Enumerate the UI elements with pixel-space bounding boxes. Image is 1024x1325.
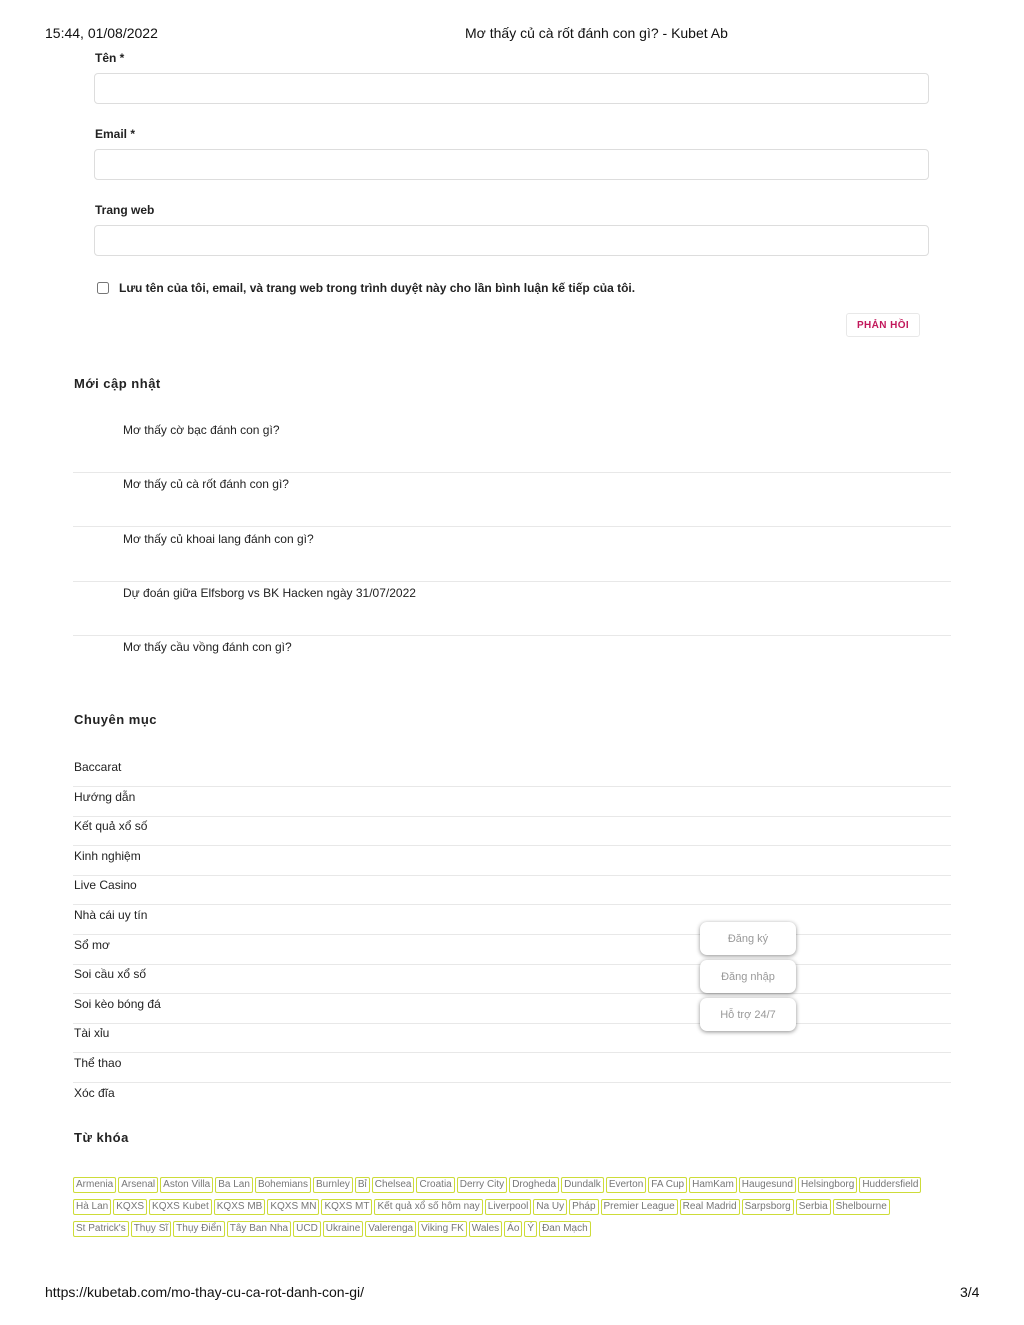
category-link[interactable]: Kinh nghiệm — [74, 848, 141, 863]
category-link[interactable]: Sổ mơ — [74, 937, 110, 952]
tag-link[interactable]: Kết quả xổ số hôm nay — [374, 1199, 482, 1215]
tag-link[interactable]: Croatia — [416, 1177, 454, 1193]
category-link[interactable]: Live Casino — [74, 878, 137, 893]
tag-link[interactable]: Burnley — [313, 1177, 353, 1193]
save-info-label: Lưu tên của tôi, email, và trang web trong trình duyệt này cho lần bình luận kế tiếp của tôi. — [119, 281, 636, 295]
category-link[interactable]: Soi kèo bóng đá — [74, 996, 161, 1011]
tag-link[interactable]: Ba Lan — [215, 1177, 253, 1193]
tag-link[interactable]: Đan Mạch — [539, 1221, 591, 1237]
category-link[interactable]: Baccarat — [74, 760, 122, 774]
tag-link[interactable]: UCD — [293, 1221, 321, 1237]
tag-link[interactable]: Viking FK — [418, 1221, 467, 1237]
tag-link[interactable]: Ý — [524, 1221, 537, 1237]
print-page-number: 3/4 — [960, 1284, 980, 1300]
tag-link[interactable]: Helsingborg — [798, 1177, 857, 1193]
category-item[interactable] — [73, 936, 951, 965]
tag-link[interactable]: Bohemians — [255, 1177, 311, 1193]
category-item[interactable] — [73, 876, 951, 905]
email-label: Email * — [95, 127, 136, 141]
recent-post-item[interactable] — [73, 528, 951, 582]
tag-link[interactable]: Premier League — [601, 1199, 678, 1215]
recent-post-item[interactable] — [73, 636, 951, 690]
tag-link[interactable]: FA Cup — [648, 1177, 687, 1193]
tag-link[interactable]: Aston Villa — [160, 1177, 213, 1193]
tag-link[interactable]: KQXS Kubet — [149, 1199, 212, 1215]
support-button[interactable]: Hỗ trợ 24/7 — [700, 998, 796, 1031]
tag-cloud — [73, 1174, 943, 1240]
tag-link[interactable]: KQXS MB — [214, 1199, 266, 1215]
tag-link[interactable]: Arsenal — [118, 1177, 158, 1193]
name-label: Tên * — [95, 51, 125, 65]
tag-link[interactable]: Drogheda — [509, 1177, 559, 1193]
category-item[interactable] — [73, 1024, 951, 1053]
recent-post-item[interactable] — [73, 419, 951, 473]
tag-link[interactable]: HamKam — [689, 1177, 737, 1193]
tag-link[interactable]: Thụy Sĩ — [131, 1221, 171, 1237]
tag-link[interactable]: Huddersfield — [859, 1177, 921, 1193]
tag-link[interactable]: Chelsea — [372, 1177, 415, 1193]
tag-link[interactable]: Valerenga — [365, 1221, 416, 1237]
category-item[interactable] — [73, 965, 951, 994]
category-link[interactable]: Tài xỉu — [74, 1026, 110, 1041]
category-item[interactable] — [73, 906, 951, 935]
tag-link[interactable]: Liverpool — [485, 1199, 532, 1215]
tag-link[interactable]: Bỉ — [355, 1177, 370, 1193]
recent-post-link[interactable]: Mơ thấy củ cà rốt đánh con gì? — [123, 477, 289, 492]
print-url: https://kubetab.com/mo-thay-cu-ca-rot-danh-con-gi/ — [45, 1284, 365, 1300]
save-info-consent — [97, 281, 635, 295]
tag-link[interactable]: Real Madrid — [680, 1199, 740, 1215]
tag-link[interactable]: Pháp — [569, 1199, 598, 1215]
tag-link[interactable]: Hà Lan — [73, 1199, 111, 1215]
tag-link[interactable]: Armenia — [73, 1177, 116, 1193]
recent-post-item[interactable] — [73, 582, 951, 636]
tag-link[interactable]: Everton — [606, 1177, 646, 1193]
recent-post-item[interactable] — [73, 473, 951, 527]
category-item[interactable] — [73, 1084, 951, 1113]
category-item[interactable] — [73, 788, 951, 817]
tag-link[interactable]: Tây Ban Nha — [227, 1221, 291, 1237]
tag-link[interactable]: Haugesund — [739, 1177, 796, 1193]
category-item[interactable] — [73, 817, 951, 846]
recent-post-link[interactable]: Dự đoán giữa Elfsborg vs BK Hacken ngày 31/07/2022 — [123, 585, 416, 600]
name-input[interactable] — [94, 73, 929, 104]
tag-link[interactable]: Na Uy — [533, 1199, 567, 1215]
tag-link[interactable]: Sarpsborg — [742, 1199, 794, 1215]
category-item[interactable] — [73, 995, 951, 1024]
tag-link[interactable]: Wales — [469, 1221, 502, 1237]
tag-link[interactable]: Serbia — [796, 1199, 831, 1215]
tag-link[interactable]: KQXS MT — [321, 1199, 372, 1215]
category-link[interactable]: Hướng dẫn — [74, 789, 136, 804]
print-datetime: 15:44, 01/08/2022 — [45, 25, 158, 41]
recent-post-link[interactable]: Mơ thấy cờ bạc đánh con gì? — [123, 423, 280, 437]
recent-post-link[interactable]: Mơ thấy cầu vồng đánh con gì? — [123, 640, 292, 655]
website-label: Trang web — [95, 203, 155, 217]
categories-title: Chuyên mục — [74, 712, 158, 727]
website-input[interactable] — [94, 225, 929, 256]
tag-link[interactable]: KQXS MN — [267, 1199, 319, 1215]
tag-link[interactable]: St Patrick's — [73, 1221, 129, 1237]
category-link[interactable]: Soi cầu xổ số — [74, 967, 147, 982]
register-button[interactable]: Đăng ký — [700, 922, 796, 955]
tag-link[interactable]: Áo — [504, 1221, 522, 1237]
email-input[interactable] — [94, 149, 929, 180]
tag-link[interactable]: Derry City — [457, 1177, 507, 1193]
category-item[interactable] — [73, 758, 951, 787]
category-link[interactable]: Thể thao — [74, 1056, 122, 1070]
tag-link[interactable]: Shelbourne — [833, 1199, 890, 1215]
tag-link[interactable]: Ukraine — [323, 1221, 363, 1237]
category-item[interactable] — [73, 847, 951, 876]
submit-comment-button[interactable]: PHẢN HỒI — [846, 313, 920, 337]
print-page-title: Mơ thấy củ cà rốt đánh con gì? - Kubet Ab — [465, 25, 728, 41]
recent-posts-title: Mới cập nhật — [74, 376, 161, 391]
tag-link[interactable]: Thụy Điển — [173, 1221, 225, 1237]
category-link[interactable]: Kết quả xổ số — [74, 819, 148, 834]
save-info-checkbox[interactable] — [97, 282, 109, 294]
category-link[interactable]: Nhà cái uy tín — [74, 908, 148, 922]
tags-title: Từ khóa — [74, 1130, 129, 1145]
category-item[interactable] — [73, 1054, 951, 1083]
login-button[interactable]: Đăng nhập — [700, 960, 796, 993]
tag-link[interactable]: KQXS — [113, 1199, 147, 1215]
tag-link[interactable]: Dundalk — [561, 1177, 604, 1193]
category-link[interactable]: Xóc đĩa — [74, 1085, 115, 1100]
recent-post-link[interactable]: Mơ thấy củ khoai lang đánh con gì? — [123, 531, 314, 546]
